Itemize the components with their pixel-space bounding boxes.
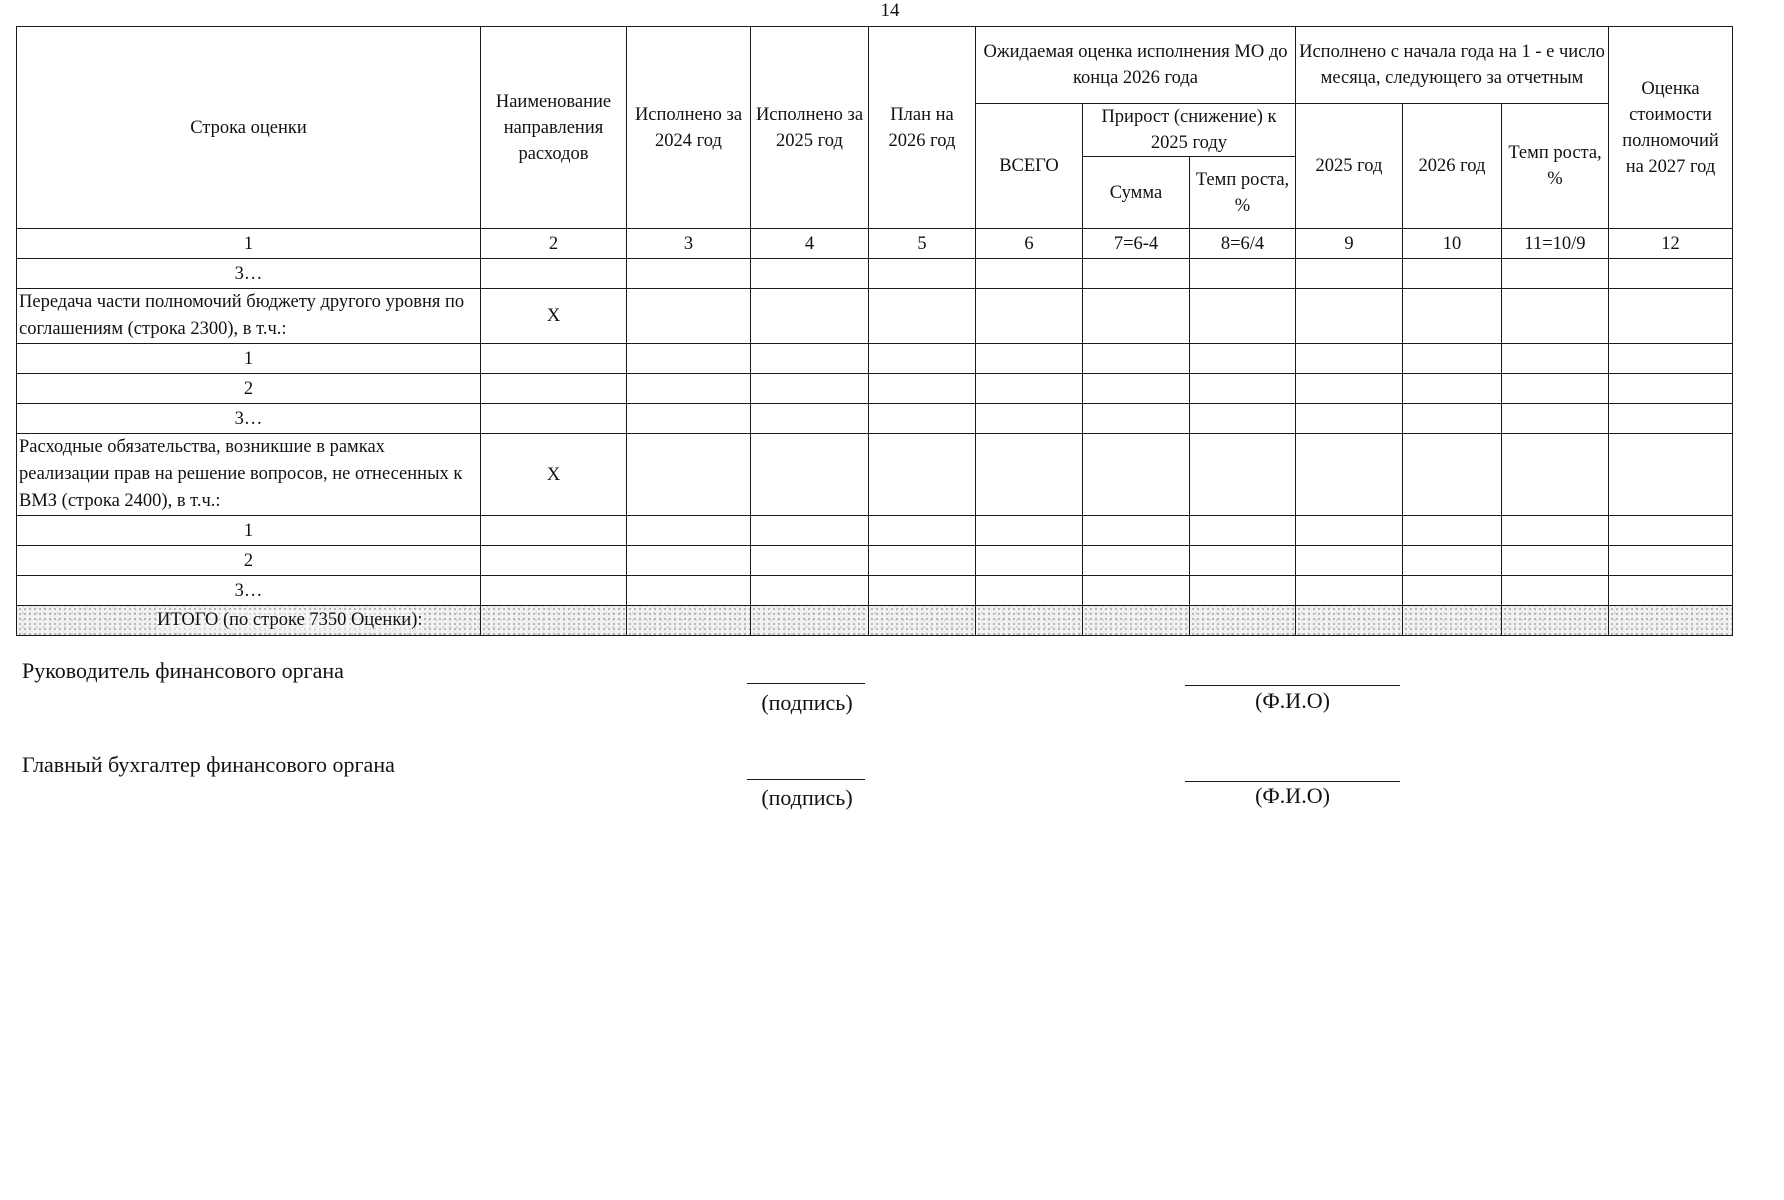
row-direction: [481, 374, 627, 404]
empty-cell: [869, 344, 976, 374]
column-number: 11=10/9: [1502, 229, 1609, 259]
empty-cell: [1403, 516, 1502, 546]
header-estimate-2027: Оценка стоимости полномочий на 2027 год: [1609, 27, 1733, 229]
empty-cell: [869, 259, 976, 289]
row-direction: [481, 404, 627, 434]
report-table: [16, 26, 1733, 636]
empty-cell: [1403, 289, 1502, 344]
empty-cell: [1083, 259, 1190, 289]
table-row: [17, 404, 1733, 434]
header-executed-2025: Исполнено за 2025 год: [751, 27, 869, 229]
row-direction: [481, 259, 627, 289]
empty-cell: [1083, 344, 1190, 374]
signature-caption: (подпись): [761, 785, 853, 810]
table-row: [17, 546, 1733, 576]
column-number: 6: [976, 229, 1083, 259]
column-number: 10: [1403, 229, 1502, 259]
empty-cell: [1403, 374, 1502, 404]
row-direction: Х: [481, 434, 627, 516]
empty-cell: [1502, 344, 1609, 374]
empty-cell: [627, 546, 751, 576]
header-row-label: Строка оценки: [17, 27, 481, 229]
empty-cell: [1609, 576, 1733, 606]
header-growth-group: Прирост (снижение) к 2025 году: [1083, 104, 1296, 157]
empty-cell: [1403, 259, 1502, 289]
column-number: 12: [1609, 229, 1733, 259]
empty-cell: [1083, 516, 1190, 546]
empty-cell: [1502, 576, 1609, 606]
empty-cell: [1296, 546, 1403, 576]
row-label: 3…: [17, 259, 481, 289]
empty-cell: [751, 344, 869, 374]
empty-cell: [1502, 516, 1609, 546]
empty-cell: [1403, 546, 1502, 576]
empty-cell: [1190, 606, 1296, 636]
header-direction-name: Наименование направления расходов: [481, 27, 627, 229]
empty-cell: [1609, 289, 1733, 344]
header-expected-group: Ожидаемая оценка исполнения МО до конца 2026 года: [976, 27, 1296, 104]
header-plan-2026: План на 2026 год: [869, 27, 976, 229]
empty-cell: [1190, 434, 1296, 516]
table-row: [17, 344, 1733, 374]
header-ytd-2026: 2026 год: [1403, 104, 1502, 229]
column-number: 9: [1296, 229, 1403, 259]
empty-cell: [1083, 606, 1190, 636]
empty-cell: [1190, 259, 1296, 289]
empty-cell: [1190, 404, 1296, 434]
empty-cell: [976, 374, 1083, 404]
row-direction: [481, 546, 627, 576]
empty-cell: [869, 606, 976, 636]
empty-cell: [1403, 344, 1502, 374]
empty-cell: [627, 404, 751, 434]
row-label: 2: [17, 374, 481, 404]
empty-cell: [751, 289, 869, 344]
column-number: 2: [481, 229, 627, 259]
name-caption: (Ф.И.О): [1255, 688, 1330, 713]
row-direction: Х: [481, 289, 627, 344]
header-sum: Сумма: [1083, 157, 1190, 229]
column-number: 4: [751, 229, 869, 259]
page-number: 14: [880, 0, 900, 21]
empty-cell: [751, 404, 869, 434]
empty-cell: [1190, 576, 1296, 606]
empty-cell: [1296, 344, 1403, 374]
header-ytd-group: Исполнено с начала года на 1 - е число месяца, следующего за отчетным: [1296, 27, 1609, 104]
signature-role: Главный бухгалтер финансового органа: [22, 752, 395, 777]
table-row: [17, 289, 1733, 344]
empty-cell: [976, 576, 1083, 606]
row-label: 1: [17, 516, 481, 546]
empty-cell: [1502, 289, 1609, 344]
column-numbers-row: [17, 229, 1733, 259]
empty-cell: [1403, 404, 1502, 434]
empty-cell: [1502, 434, 1609, 516]
empty-cell: [976, 289, 1083, 344]
signature-role: Руководитель финансового органа: [22, 658, 344, 683]
empty-cell: [1190, 344, 1296, 374]
empty-cell: [869, 404, 976, 434]
empty-cell: [1083, 404, 1190, 434]
empty-cell: [869, 516, 976, 546]
column-number: 1: [17, 229, 481, 259]
empty-cell: [1609, 606, 1733, 636]
empty-cell: [751, 374, 869, 404]
empty-cell: [1502, 259, 1609, 289]
empty-cell: [751, 576, 869, 606]
empty-cell: [1502, 404, 1609, 434]
row-label: 1: [17, 344, 481, 374]
empty-cell: [869, 289, 976, 344]
empty-cell: [627, 576, 751, 606]
table-row: [17, 374, 1733, 404]
row-label: 3…: [17, 576, 481, 606]
column-number: 3: [627, 229, 751, 259]
header-ytd-2025: 2025 год: [1296, 104, 1403, 229]
empty-cell: [869, 576, 976, 606]
empty-cell: [1083, 546, 1190, 576]
total-row-label: ИТОГО (по строке 7350 Оценки):: [157, 610, 423, 630]
header-executed-2024: Исполнено за 2024 год: [627, 27, 751, 229]
empty-cell: [1296, 516, 1403, 546]
row-label: Расходные обязательства, возникшие в рамках реализации прав на решение вопросов, не отнесенных к ВМЗ (строка 2400), в т.ч.:: [17, 434, 481, 516]
row-direction: [481, 576, 627, 606]
empty-cell: [627, 289, 751, 344]
empty-cell: [1083, 289, 1190, 344]
empty-cell: [1609, 434, 1733, 516]
row-direction: [481, 516, 627, 546]
empty-cell: [1502, 546, 1609, 576]
empty-cell: [751, 259, 869, 289]
empty-cell: [1609, 546, 1733, 576]
empty-cell: [1190, 546, 1296, 576]
empty-cell: [1403, 576, 1502, 606]
empty-cell: [627, 606, 751, 636]
empty-cell: [976, 434, 1083, 516]
empty-cell: [1296, 259, 1403, 289]
column-number: 7=6-4: [1083, 229, 1190, 259]
table-body: [17, 229, 1733, 636]
empty-cell: [1502, 606, 1609, 636]
empty-cell: [1296, 374, 1403, 404]
table-row: [17, 576, 1733, 606]
empty-cell: [1609, 404, 1733, 434]
table-row: [17, 434, 1733, 516]
signature-line: [747, 683, 865, 684]
empty-cell: [1609, 516, 1733, 546]
empty-cell: [1296, 404, 1403, 434]
name-caption: (Ф.И.О): [1255, 783, 1330, 808]
empty-cell: [1296, 606, 1403, 636]
empty-cell: [869, 374, 976, 404]
empty-cell: [1403, 434, 1502, 516]
header-ytd-rate: Темп роста, %: [1502, 104, 1609, 229]
empty-cell: [976, 404, 1083, 434]
empty-cell: [1190, 516, 1296, 546]
empty-cell: [976, 259, 1083, 289]
empty-cell: [1083, 576, 1190, 606]
name-line: [1185, 685, 1400, 686]
empty-cell: [1609, 344, 1733, 374]
signature-line: [747, 779, 865, 780]
table-row: [17, 259, 1733, 289]
empty-cell: [627, 259, 751, 289]
row-direction: [481, 344, 627, 374]
table-header: [17, 27, 1733, 229]
empty-cell: [976, 546, 1083, 576]
empty-cell: [869, 546, 976, 576]
total-row-label-cell: [17, 606, 481, 636]
empty-cell: [751, 606, 869, 636]
name-line: [1185, 781, 1400, 782]
empty-cell: [1296, 576, 1403, 606]
empty-cell: [627, 344, 751, 374]
empty-cell: [1403, 606, 1502, 636]
empty-cell: [1609, 259, 1733, 289]
empty-cell: [1502, 374, 1609, 404]
empty-cell: [1296, 434, 1403, 516]
empty-cell: [751, 434, 869, 516]
empty-cell: [976, 344, 1083, 374]
total-row: [17, 606, 1733, 636]
empty-cell: [1190, 289, 1296, 344]
empty-cell: [627, 374, 751, 404]
row-label: 2: [17, 546, 481, 576]
empty-cell: [1296, 289, 1403, 344]
row-label: 3…: [17, 404, 481, 434]
empty-cell: [869, 434, 976, 516]
empty-cell: [976, 516, 1083, 546]
empty-cell: [1083, 374, 1190, 404]
empty-cell: [1609, 374, 1733, 404]
empty-cell: [751, 516, 869, 546]
header-total: ВСЕГО: [976, 104, 1083, 229]
empty-cell: [481, 606, 627, 636]
empty-cell: [1083, 434, 1190, 516]
signature-caption: (подпись): [761, 690, 853, 715]
table-row: [17, 516, 1733, 546]
header-growth-rate: Темп роста, %: [1190, 157, 1296, 229]
empty-cell: [627, 434, 751, 516]
column-number: 5: [869, 229, 976, 259]
empty-cell: [627, 516, 751, 546]
column-number: 8=6/4: [1190, 229, 1296, 259]
empty-cell: [1190, 374, 1296, 404]
row-label: Передача части полномочий бюджету другого уровня по соглашениям (строка 2300), в т.ч.:: [17, 289, 481, 344]
empty-cell: [751, 546, 869, 576]
empty-cell: [976, 606, 1083, 636]
